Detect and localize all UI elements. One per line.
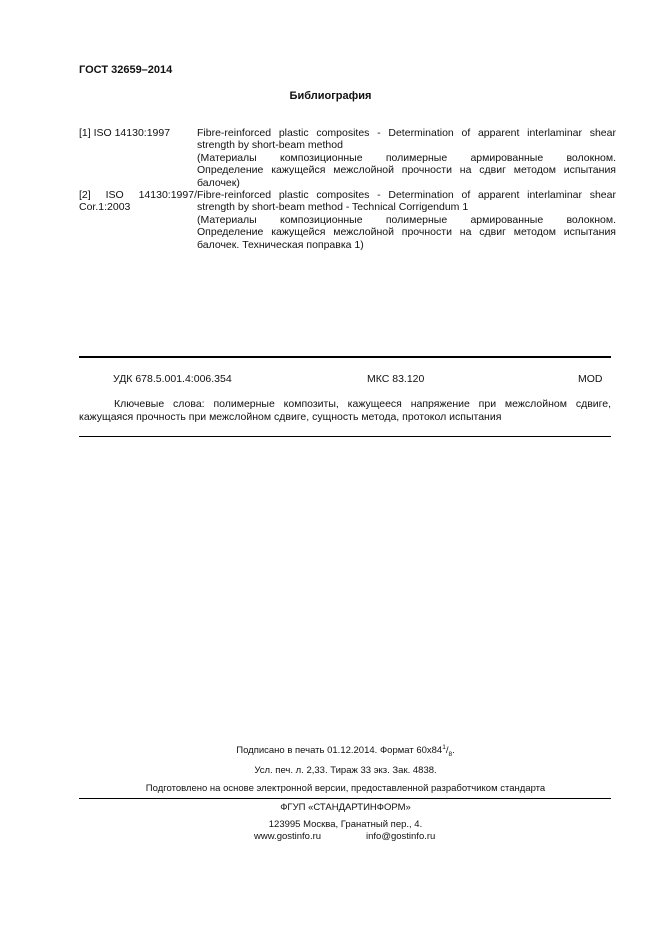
- bibliography-reference: [79, 127, 197, 189]
- description-line: strength by short-beam method: [197, 139, 343, 152]
- standard-code: ГОСТ 32659–2014: [79, 64, 173, 76]
- description-line: (Материалы композиционные полимерные армированные волокном.: [197, 213, 616, 226]
- imprint-prepared: Подготовлено на основе электронной версии, предоставленной разработчиком стандарта: [145, 783, 546, 794]
- imprint-signed: Подписано в печать 01.12.2014. Формат $60x84^1/_8$.: [236, 744, 455, 759]
- bottom-divider: [79, 436, 611, 437]
- mod-marker: MOD: [578, 373, 603, 385]
- publisher-website[interactable]: www.gostinfo.ru: [254, 831, 322, 842]
- imprint-divider: [79, 798, 611, 799]
- reference-line: [2] ISO 14130:1997/: [79, 189, 197, 202]
- reference-line: [1] ISO 14130:1997: [79, 127, 171, 139]
- bibliography-entry: [79, 127, 616, 189]
- description-line: Определение кажущейся межслойной прочности на сдвиг методом испытания: [197, 164, 616, 177]
- imprint-sheets: Усл. печ. л. 2,33. Тираж 33 экз. Зак. 4838.: [254, 765, 437, 776]
- format-numerator: 1: [442, 744, 446, 751]
- description-line: Fibre-reinforced plastic composites - Determination of apparent interlaminar shear: [197, 189, 616, 202]
- description-line: балочек. Техническая поправка 1): [197, 238, 364, 251]
- description-line: балочек): [197, 176, 240, 189]
- keywords: Ключевые слова: полимерные композиты, кажущееся напряжение при межслойном сдвиге, кажущаяся прочность при межслойном сдвиге, сущность метода, протокол испытания: [79, 398, 611, 423]
- mks-code: МКС 83.120: [367, 373, 425, 385]
- bibliography-list: [79, 127, 616, 251]
- imprint-signed-text: Подписано в печать 01.12.2014. Формат 60x84: [236, 745, 443, 757]
- bibliography-entry: [79, 189, 616, 251]
- description-line: (Материалы композиционные полимерные армированные волокном.: [197, 151, 616, 164]
- bibliography-description: [197, 127, 616, 189]
- description-line: Определение кажущейся межслойной прочности на сдвиг методом испытания: [197, 226, 616, 239]
- bibliography-description: [197, 189, 616, 251]
- publisher-address: 123995 Москва, Гранатный пер., 4.: [268, 819, 423, 830]
- description-line: strength by short-beam method - Technical Corrigendum 1: [197, 201, 469, 214]
- bibliography-title: Библиография: [289, 90, 372, 102]
- publisher-email[interactable]: info@gostinfo.ru: [366, 831, 436, 842]
- bibliography-reference: [79, 189, 197, 251]
- top-divider: [79, 356, 611, 358]
- udk-code: УДК 678.5.001.4:006.354: [113, 373, 232, 385]
- format-denominator: 8: [448, 751, 453, 759]
- publisher-name: ФГУП «СТАНДАРТИНФОРМ»: [280, 802, 411, 813]
- reference-line: Cor.1:2003: [79, 201, 131, 214]
- description-line: Fibre-reinforced plastic composites - Determination of apparent interlaminar shear: [197, 127, 616, 139]
